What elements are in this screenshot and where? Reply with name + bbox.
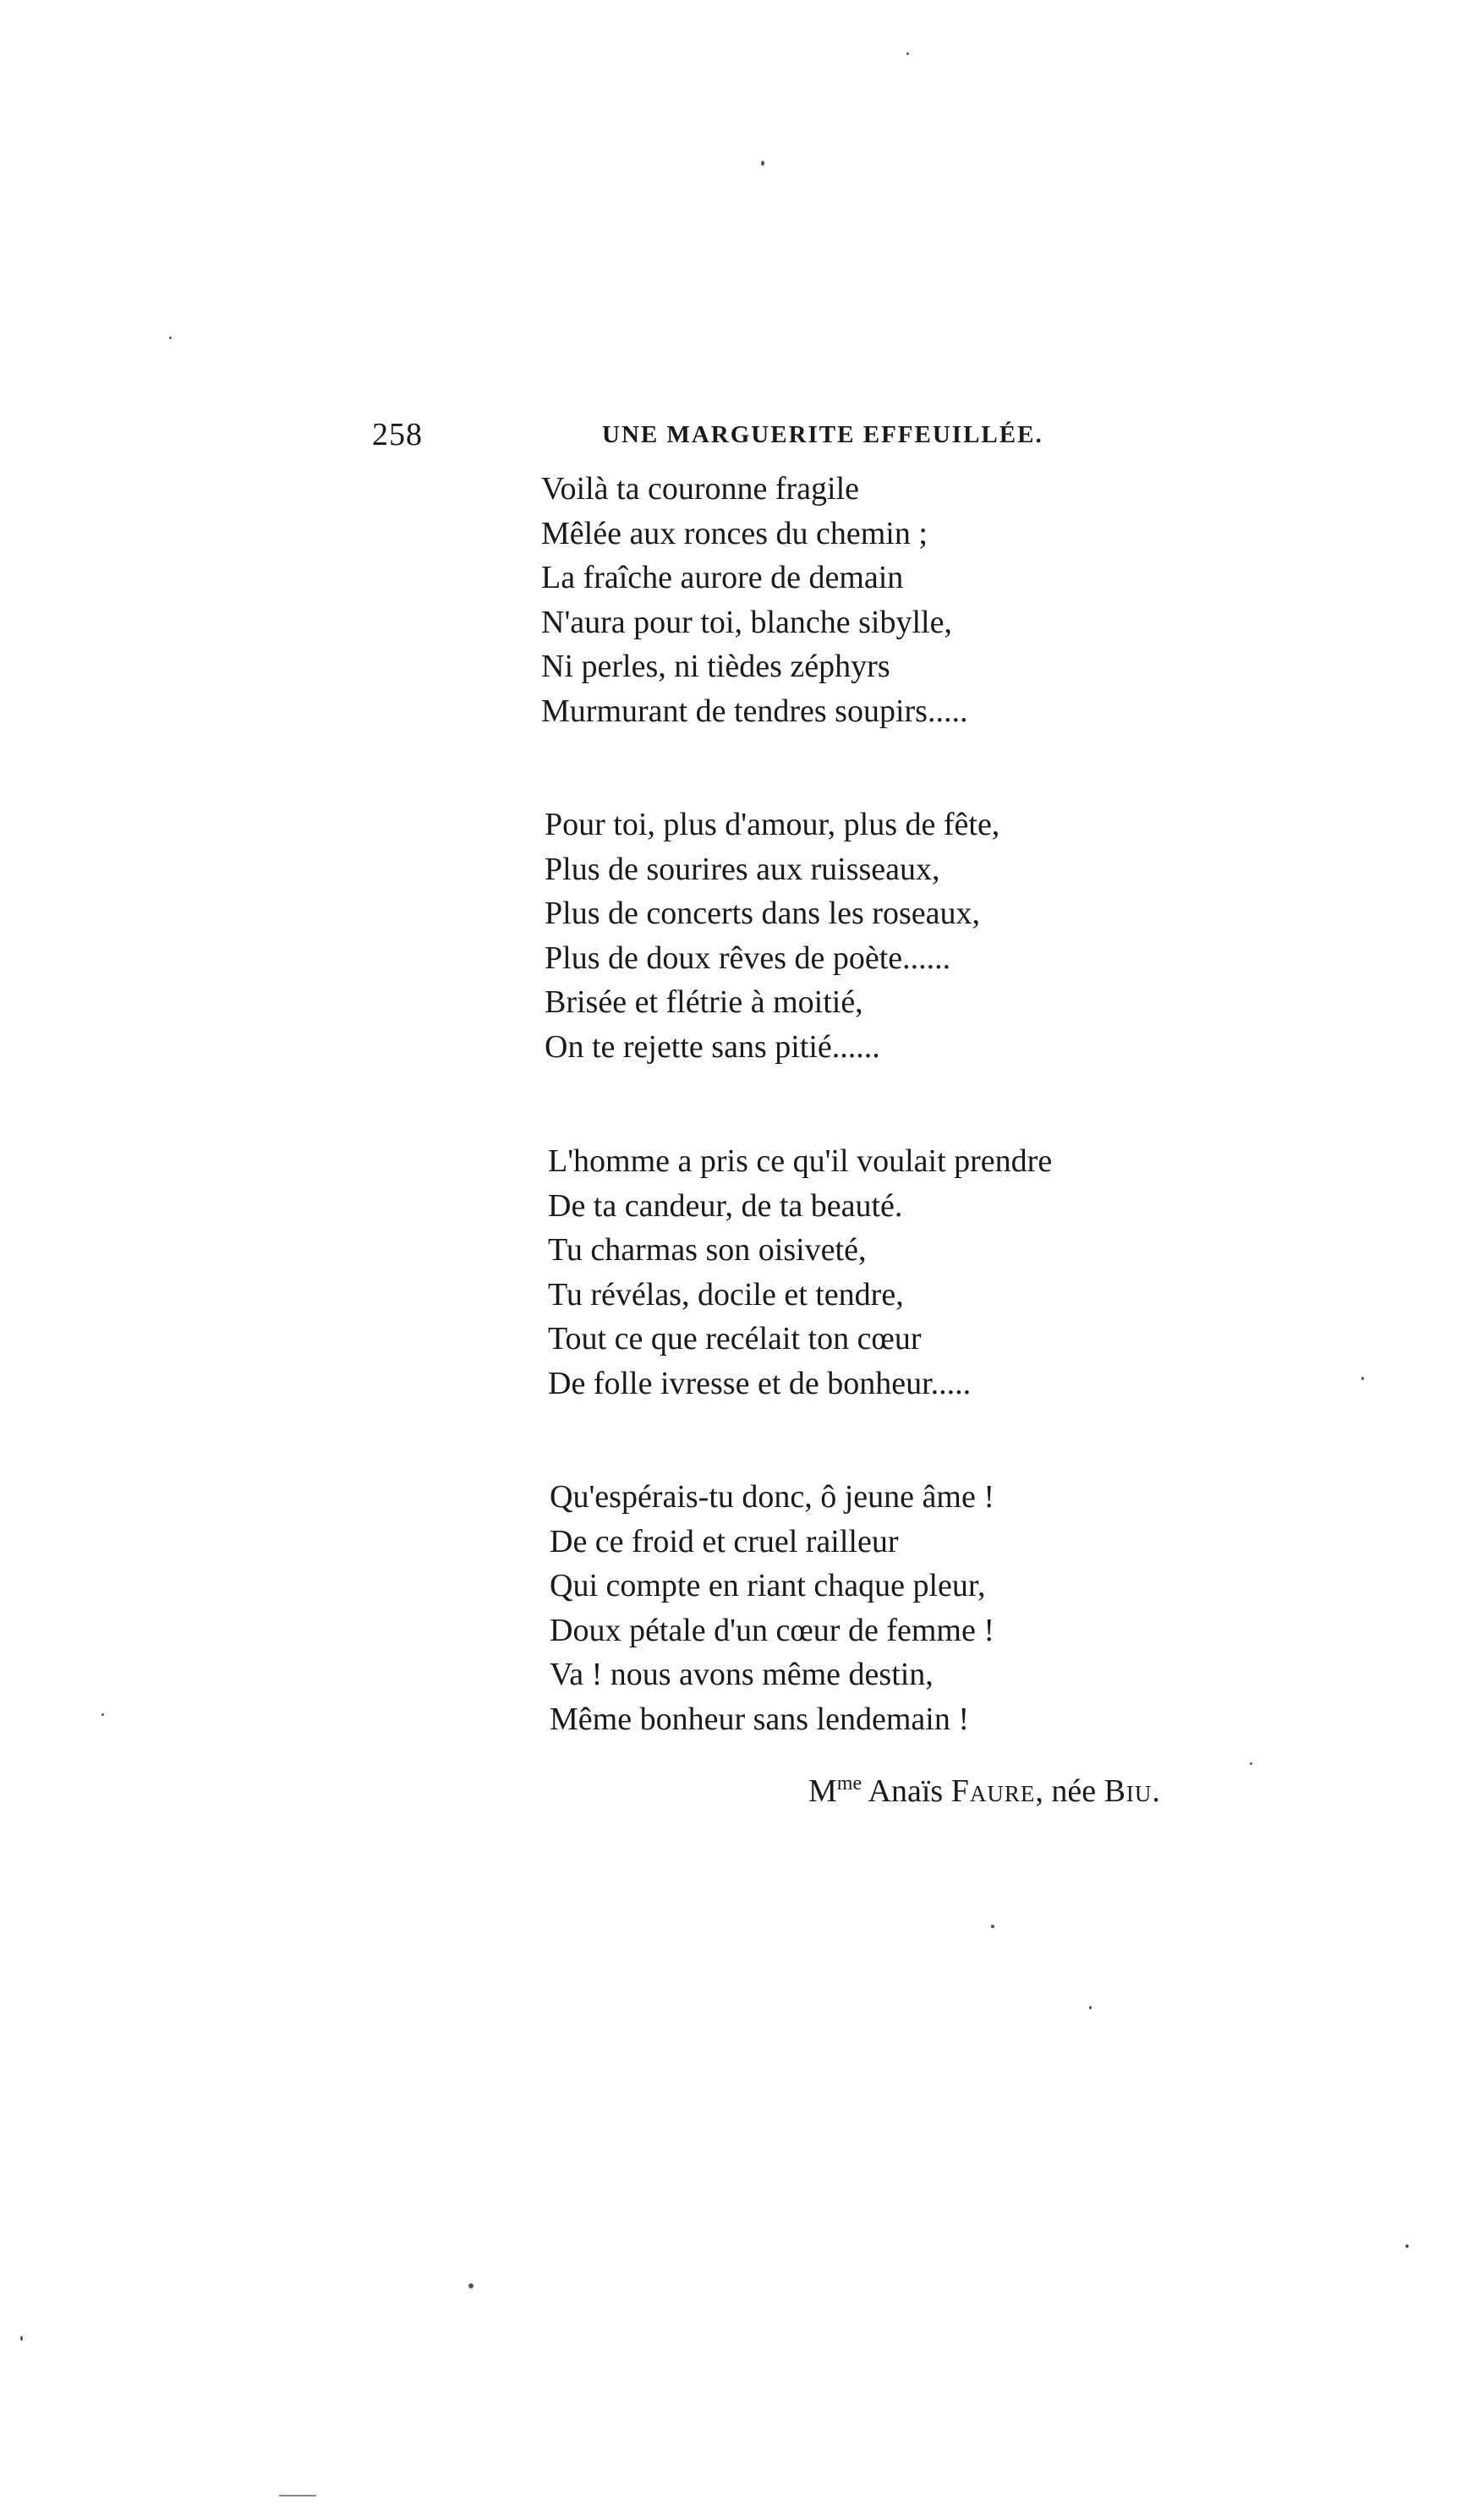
scan-speck <box>1089 2006 1092 2009</box>
poem-line: Doux pétale d'un cœur de femme ! <box>550 1612 994 1648</box>
signature-maiden-name: Biu. <box>1103 1773 1161 1809</box>
poem-line: Murmurant de tendres soupirs..... <box>541 693 968 729</box>
signature-prefix: M <box>808 1773 837 1809</box>
stanza-4 <box>550 1475 994 1741</box>
scan-speck <box>468 2283 474 2288</box>
poem-line: Tu charmas son oisiveté, <box>548 1232 867 1268</box>
poem-line: Va ! nous avons même destin, <box>550 1657 934 1692</box>
poem-line: Plus de concerts dans les roseaux, <box>545 896 980 931</box>
scan-speck <box>101 1713 104 1716</box>
poem-line: De ce froid et cruel railleur <box>550 1523 899 1559</box>
scan-speck <box>761 161 764 166</box>
poem-line: Plus de doux rêves de poète...... <box>545 940 951 976</box>
signature-surname: Faure <box>950 1773 1036 1809</box>
poem-line: L'homme a pris ce qu'il voulait prendre <box>548 1143 1053 1179</box>
poem-line: Ni perles, ni tièdes zéphyrs <box>541 649 890 684</box>
scan-speck <box>20 2336 23 2341</box>
stanza-3 <box>548 1139 1052 1406</box>
scan-speck <box>991 1925 994 1928</box>
poem-line: Voilà ta couronne fragile <box>541 471 859 507</box>
running-title: UNE MARGUERITE EFFEUILLÉE. <box>602 421 1043 448</box>
poem-line: La fraîche aurore de demain <box>541 560 904 595</box>
scan-speck <box>1250 1762 1252 1765</box>
poem-line: Pour toi, plus d'amour, plus de fête, <box>545 807 1000 842</box>
signature-middle: , née <box>1035 1773 1104 1809</box>
poem-line: Brisée et flétrie à moitié, <box>545 984 863 1020</box>
poem-line: De folle ivresse et de bonheur..... <box>548 1365 972 1401</box>
poem-line: Mêlée aux ronces du chemin ; <box>541 515 928 551</box>
signature-first-name: Anaïs <box>862 1773 951 1809</box>
poem-line: Qu'espérais-tu donc, ô jeune âme ! <box>550 1479 994 1515</box>
page-header <box>372 416 1065 458</box>
poem-line: Plus de sourires aux ruisseaux, <box>545 851 940 887</box>
stanza-1 <box>541 467 967 733</box>
scan-speck <box>906 52 909 55</box>
poem-line: Même bonheur sans lendemain ! <box>550 1701 969 1737</box>
scan-speck <box>169 337 172 339</box>
page-number: 258 <box>372 417 423 452</box>
poem-line: Tout ce que recélait ton cœur <box>548 1321 922 1356</box>
poem-line: Qui compte en riant chaque pleur, <box>550 1568 986 1603</box>
poem-line: De ta candeur, de ta beauté. <box>548 1187 903 1224</box>
signature-prefix-sup: me <box>836 1773 862 1795</box>
stanza-2 <box>545 803 999 1069</box>
poem-line: Tu révélas, docile et tendre, <box>548 1276 904 1313</box>
scan-speck <box>1361 1377 1364 1380</box>
author-signature <box>808 1773 1161 1810</box>
poem-line: On te rejette sans pitié...... <box>545 1028 880 1065</box>
poem-line: N'aura pour toi, blanche sibylle, <box>541 604 952 640</box>
scan-speck <box>1405 2244 1409 2248</box>
bottom-rule <box>279 2495 316 2496</box>
